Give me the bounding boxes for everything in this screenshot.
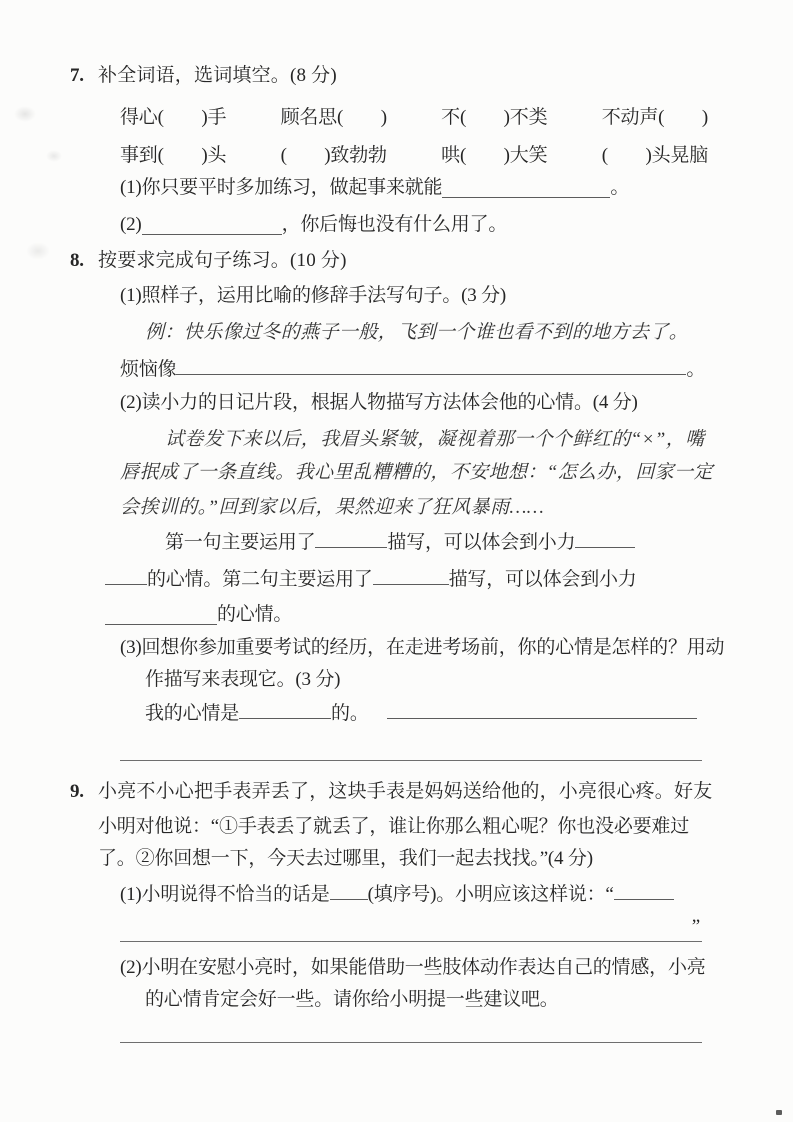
question-9-number: 9. bbox=[70, 781, 84, 802]
word-item: 得心( )手 bbox=[120, 107, 227, 128]
fill-blank bbox=[176, 356, 686, 375]
question-8-sub-1-answer-row bbox=[120, 356, 750, 384]
answer-stem: 的。 bbox=[331, 703, 369, 724]
answer-stem: 描写，可以体会到小力 bbox=[448, 569, 637, 590]
word-item: 顾名思( ) bbox=[280, 107, 387, 128]
question-7-sub-1 bbox=[120, 174, 718, 202]
question-8-fill-line-3 bbox=[105, 601, 718, 629]
word-item: 事到( )头 bbox=[120, 145, 227, 166]
word-item: ( )头晃脑 bbox=[601, 145, 708, 166]
question-8-heading bbox=[70, 247, 718, 275]
fill-blank bbox=[387, 700, 697, 719]
sub-question-text: (1)小明说得不恰当的话是 bbox=[120, 884, 330, 905]
question-7-heading bbox=[70, 62, 718, 90]
question-8-sub-3-answer-row bbox=[145, 700, 775, 728]
answer-line bbox=[120, 941, 702, 942]
question-9-sub-2-line-2: 的心情肯定会好一些。请你给小明提一些建议吧。 bbox=[145, 989, 559, 1010]
question-8-sub-2: (2)读小力的日记片段，根据人物描写方法体会他的心情。(4 分) bbox=[120, 392, 638, 413]
fill-blank bbox=[330, 881, 368, 900]
sub-question-text: (2) bbox=[120, 214, 142, 235]
question-7-title: 补全词语，选词填空。(8 分) bbox=[98, 65, 337, 86]
question-8-title: 按要求完成句子练习。(10 分) bbox=[98, 250, 347, 271]
question-7-word-row-2 bbox=[120, 142, 708, 170]
sub-question-text: 。 bbox=[610, 177, 630, 198]
scan-smudge bbox=[26, 242, 50, 260]
scan-smudge bbox=[46, 150, 62, 162]
fill-blank bbox=[105, 606, 217, 625]
answer-line bbox=[120, 760, 702, 761]
question-9-line-2: 小明对他说：“①手表丢了就丢了，谁让你那么粗心呢？你也没必要难过 bbox=[98, 816, 690, 837]
answer-stem: 的心情。 bbox=[217, 604, 293, 625]
sub-question-text: ，你后悔也没有什么用了。 bbox=[281, 214, 508, 235]
answer-stem: 。 bbox=[686, 359, 706, 380]
fill-blank bbox=[373, 566, 449, 585]
question-9-sub-2-line-1: (2)小明在安慰小亮时，如果能借助一些肢体动作表达自己的情感，小亮 bbox=[120, 957, 706, 978]
answer-stem: 的心情。第二句主要运用了 bbox=[147, 569, 373, 590]
question-9-line-1: 小亮不小心把手表弄丢了，这块手表是妈妈送给他的，小亮很心疼。好友 bbox=[98, 781, 713, 802]
question-8-sub-3-line-1: (3)回想你参加重要考试的经历，在走进考场前，你的心情是怎样的？用动 bbox=[120, 637, 725, 658]
scan-smudge bbox=[14, 106, 36, 122]
fill-blank bbox=[614, 881, 674, 900]
word-item: 哄( )大笑 bbox=[441, 145, 548, 166]
scan-speck bbox=[776, 1110, 782, 1115]
example-sentence: 例：快乐像过冬的燕子一般，飞到一个谁也看不到的地方去了。 bbox=[145, 322, 689, 343]
answer-stem: 描写，可以体会到小力 bbox=[387, 532, 576, 553]
question-9-line-3: 了。②你回想一下，今天去过哪里，我们一起去找找。”(4 分) bbox=[98, 848, 593, 869]
page-content bbox=[70, 62, 725, 1043]
answer-stem: 第一句主要运用了 bbox=[165, 532, 316, 553]
question-8-sub-1: (1)照样子，运用比喻的修辞手法写句子。(3 分) bbox=[120, 285, 507, 306]
question-7-number: 7. bbox=[70, 65, 84, 86]
fill-blank bbox=[575, 529, 635, 548]
fill-blank bbox=[142, 216, 282, 235]
answer-stem: 烦恼像 bbox=[120, 359, 177, 380]
question-9-sub-1 bbox=[120, 881, 750, 909]
diary-passage-line-3: 会挨训的。”回到家以后，果然迎来了狂风暴雨…… bbox=[120, 497, 545, 518]
sub-question-text: (1)你只要平时多加练习，做起事来就能 bbox=[120, 177, 443, 198]
question-8-fill-line-2 bbox=[105, 566, 735, 594]
sub-question-text: (填序号)。小明应该这样说：“ bbox=[367, 884, 614, 905]
answer-stem: 我的心情是 bbox=[145, 703, 240, 724]
question-9-heading bbox=[70, 778, 718, 806]
diary-passage-line-2: 唇抿成了一条直线。我心里乱糟糟的，不安地想：“怎么办，回家一定 bbox=[120, 462, 713, 483]
question-8-number: 8. bbox=[70, 250, 84, 271]
word-item: 不动声( ) bbox=[601, 107, 708, 128]
question-8-sub-3-line-2: 作描写来表现它。(3 分) bbox=[145, 669, 341, 690]
closing-quote: ” bbox=[691, 916, 700, 937]
fill-blank bbox=[239, 700, 331, 719]
fill-blank bbox=[442, 179, 610, 198]
word-item: 不( )不类 bbox=[441, 107, 548, 128]
answer-line bbox=[120, 1042, 702, 1043]
question-7-word-row-1 bbox=[120, 104, 708, 132]
question-7-sub-2 bbox=[120, 211, 718, 239]
fill-blank bbox=[315, 529, 387, 548]
diary-passage-line-1: 试卷发下来以后，我眉头紧皱，凝视着那一个个鲜红的“×”，嘴 bbox=[165, 429, 705, 450]
fill-blank bbox=[105, 566, 147, 585]
word-item: ( )致勃勃 bbox=[280, 145, 387, 166]
question-8-fill-line-1 bbox=[165, 529, 793, 557]
